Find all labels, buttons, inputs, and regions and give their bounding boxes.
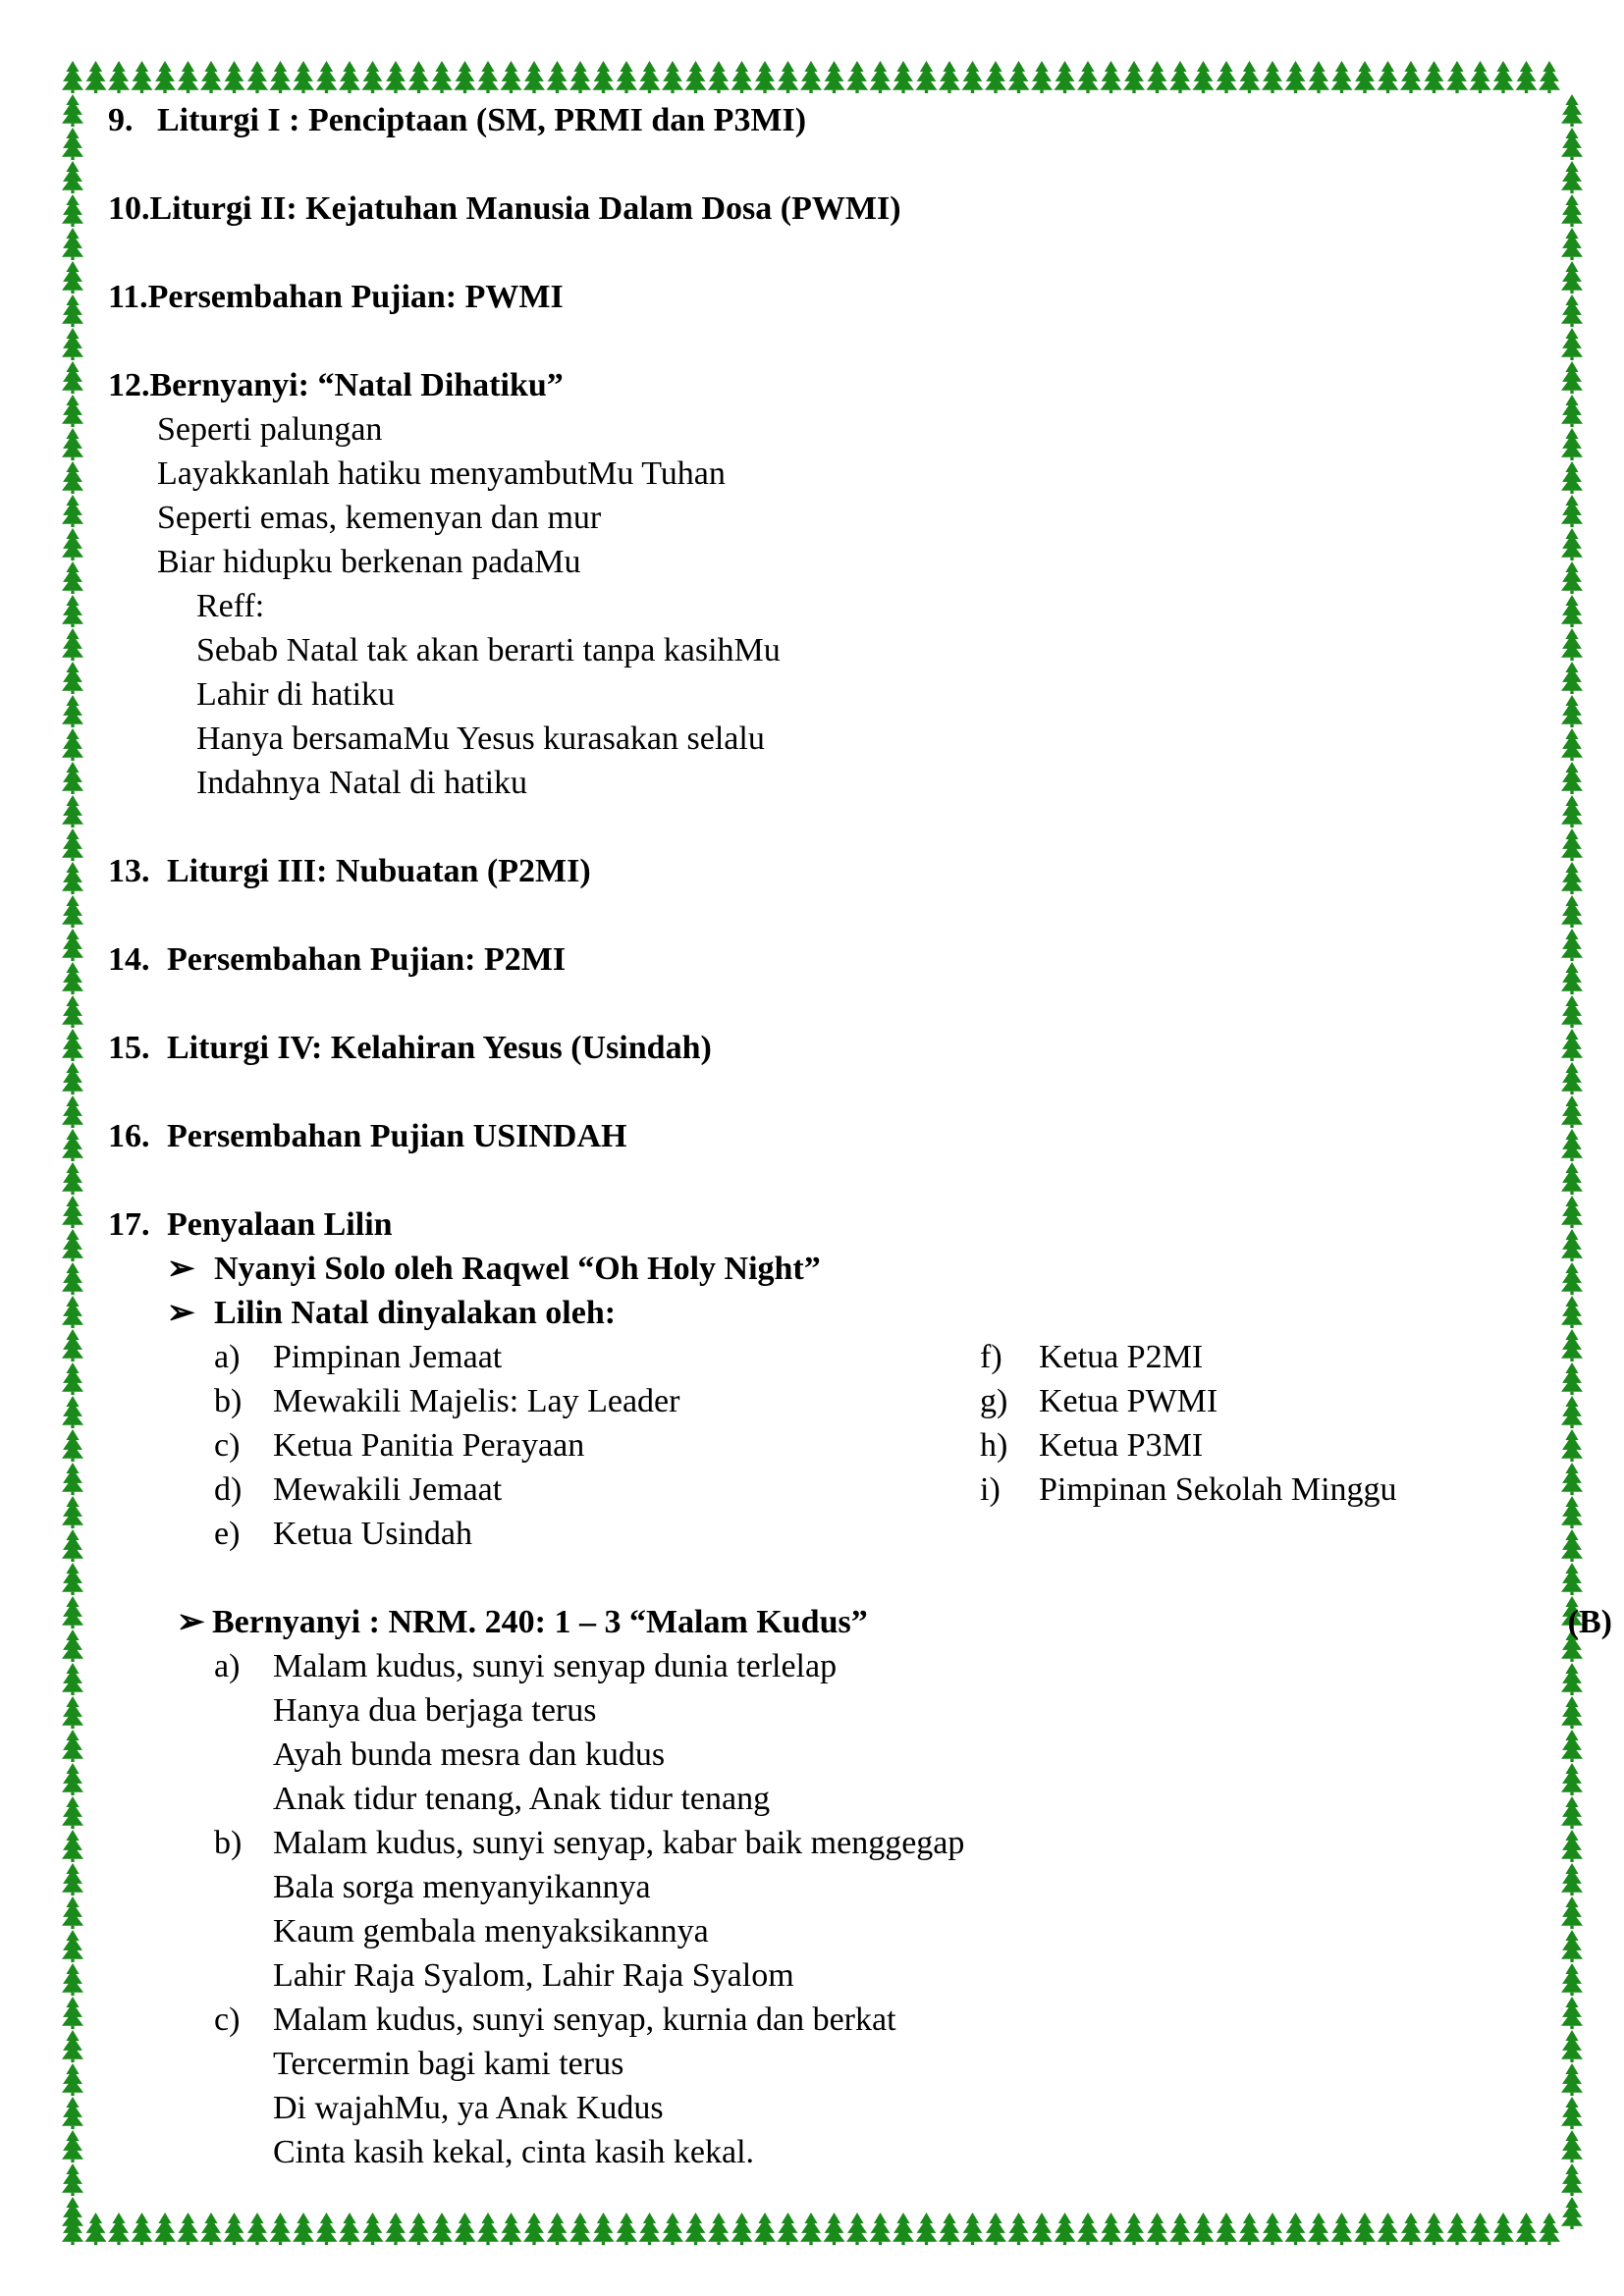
christmas-tree-icon: [1561, 1930, 1583, 1962]
christmas-tree-icon: [62, 1696, 83, 1729]
christmas-tree-icon: [985, 61, 1006, 93]
christmas-tree-icon: [1262, 61, 1283, 93]
christmas-tree-icon: [62, 1596, 83, 1629]
christmas-tree-icon: [62, 228, 83, 260]
christmas-tree-icon: [293, 2213, 314, 2245]
list-item: c) Ketua Panitia Perayaan: [214, 1427, 585, 1464]
christmas-tree-icon: [1239, 61, 1261, 93]
christmas-tree-icon: [62, 1196, 83, 1228]
christmas-tree-icon: [62, 1129, 83, 1161]
christmas-tree-icon: [893, 61, 914, 93]
christmas-tree-icon: [62, 628, 83, 661]
christmas-tree-icon: [593, 2213, 615, 2245]
christmas-tree-icon: [523, 2213, 545, 2245]
arrow-bullet-icon: ➢: [167, 1295, 195, 1331]
list-item: i) Pimpinan Sekolah Minggu: [980, 1471, 1397, 1508]
item-10: 10.Liturgi II: Kejatuhan Manusia Dalam Dosa (PWMI): [108, 190, 901, 227]
christmas-tree-icon: [1561, 1830, 1583, 1862]
christmas-tree-icon: [1561, 1896, 1583, 1929]
christmas-tree-icon: [1561, 1129, 1583, 1161]
list-item: a) Pimpinan Jemaat: [214, 1339, 503, 1375]
christmas-tree-icon: [985, 2213, 1006, 2245]
christmas-tree-icon: [1055, 2213, 1076, 2245]
christmas-tree-icon: [731, 61, 753, 93]
christmas-tree-icon: [62, 895, 83, 928]
item-17: 17. Penyalaan Lilin: [108, 1206, 393, 1243]
christmas-tree-icon: [178, 2213, 199, 2245]
christmas-tree-icon: [293, 61, 314, 93]
christmas-tree-icon: [593, 61, 615, 93]
christmas-tree-icon: [62, 361, 83, 394]
christmas-tree-icon: [62, 561, 83, 594]
christmas-tree-icon: [62, 94, 83, 127]
christmas-tree-icon: [62, 1629, 83, 1662]
christmas-tree-icon: [662, 2213, 683, 2245]
christmas-tree-icon: [1446, 2213, 1468, 2245]
christmas-tree-icon: [1147, 61, 1168, 93]
christmas-tree-icon: [1123, 61, 1145, 93]
list-item: b) Mewakili Majelis: Lay Leader: [214, 1383, 680, 1419]
christmas-tree-icon: [1561, 862, 1583, 894]
christmas-tree-icon: [62, 695, 83, 727]
christmas-tree-icon: [62, 728, 83, 761]
christmas-tree-icon: [1378, 2213, 1399, 2245]
item-15: 15. Liturgi IV: Kelahiran Yesus (Usindah): [108, 1030, 712, 1066]
christmas-tree-icon: [1561, 361, 1583, 394]
song-tag: (B): [1567, 1604, 1612, 1640]
christmas-tree-icon: [778, 2213, 799, 2245]
christmas-tree-icon: [85, 61, 107, 93]
christmas-tree-icon: [1193, 2213, 1215, 2245]
christmas-tree-icon: [1561, 828, 1583, 861]
christmas-tree-icon: [62, 2063, 83, 2096]
christmas-tree-icon: [1400, 61, 1422, 93]
christmas-tree-icon: [1561, 428, 1583, 460]
christmas-tree-icon: [431, 61, 453, 93]
christmas-tree-icon: [1561, 1362, 1583, 1395]
christmas-tree-icon: [62, 962, 83, 994]
song-reff: Reff: Sebab Natal tak akan berarti tanpa kasihMu Lahir di hatiku Hanya bersamaMu Yesus kurasakan selalu Indahnya Natal di hatiku: [196, 588, 781, 801]
christmas-tree-icon: [62, 1663, 83, 1695]
christmas-tree-icon: [1561, 795, 1583, 828]
christmas-tree-icon: [1055, 61, 1076, 93]
christmas-tree-icon: [62, 528, 83, 561]
christmas-tree-icon: [501, 2213, 522, 2245]
christmas-tree-icon: [62, 161, 83, 193]
christmas-tree-icon: [62, 1529, 83, 1562]
christmas-tree-icon: [1561, 1396, 1583, 1428]
christmas-tree-icon: [1561, 228, 1583, 260]
christmas-tree-icon: [1446, 61, 1468, 93]
christmas-tree-icon: [431, 2213, 453, 2245]
verse-c: c) Malam kudus, sunyi senyap, kurnia dan berkat Tercermin bagi kami terus Di wajahMu, ya Anak Kudus Cinta kasih kekal, cinta kasih kekal.: [214, 2002, 896, 2170]
list-item: d) Mewakili Jemaat: [214, 1471, 503, 1508]
christmas-tree-icon: [62, 2097, 83, 2129]
christmas-tree-icon: [246, 2213, 268, 2245]
christmas-tree-icon: [62, 1396, 83, 1428]
verse-b: b) Malam kudus, sunyi senyap, kabar baik menggegap Bala sorga menyanyikannya Kaum gembala menyaksikannya Lahir Raja Syalom, Lahir Raja Syalom: [214, 1825, 965, 1994]
christmas-tree-icon: [455, 2213, 476, 2245]
christmas-tree-icon: [662, 61, 683, 93]
christmas-tree-icon: [477, 61, 499, 93]
christmas-tree-icon: [1561, 762, 1583, 794]
christmas-tree-icon: [1561, 1796, 1583, 1829]
christmas-tree-icon: [62, 1162, 83, 1195]
christmas-tree-icon: [523, 61, 545, 93]
christmas-tree-icon: [200, 61, 222, 93]
christmas-tree-icon: [62, 294, 83, 327]
christmas-tree-icon: [1193, 61, 1215, 93]
christmas-tree-icon: [62, 1963, 83, 1996]
christmas-tree-icon: [1378, 61, 1399, 93]
item-12: 12.Bernyanyi: “Natal Dihatiku”: [108, 367, 564, 403]
christmas-tree-icon: [1561, 1062, 1583, 1095]
christmas-tree-icon: [800, 2213, 822, 2245]
christmas-tree-icon: [62, 1796, 83, 1829]
christmas-tree-icon: [1216, 61, 1237, 93]
christmas-tree-icon: [246, 61, 268, 93]
christmas-tree-icon: [1561, 294, 1583, 327]
christmas-tree-icon: [62, 1429, 83, 1462]
christmas-tree-icon: [385, 61, 406, 93]
christmas-tree-icon: [639, 61, 661, 93]
christmas-tree-icon: [108, 2213, 130, 2245]
christmas-tree-icon: [1101, 2213, 1122, 2245]
christmas-tree-icon: [893, 2213, 914, 2245]
christmas-tree-icon: [62, 395, 83, 427]
christmas-tree-icon: [1216, 2213, 1237, 2245]
christmas-tree-icon: [1561, 1563, 1583, 1595]
christmas-tree-icon: [1561, 1763, 1583, 1795]
arrow-bullet-icon: ➢: [167, 1251, 195, 1287]
christmas-tree-icon: [362, 61, 384, 93]
christmas-tree-icon: [62, 795, 83, 828]
christmas-tree-icon: [1516, 2213, 1538, 2245]
christmas-tree-icon: [1561, 328, 1583, 360]
christmas-tree-icon: [270, 61, 292, 93]
christmas-tree-icon: [778, 61, 799, 93]
christmas-tree-icon: [339, 61, 360, 93]
list-item: g) Ketua PWMI: [980, 1383, 1218, 1419]
christmas-tree-icon: [1470, 61, 1491, 93]
song-nrm-title: ➢ Bernyanyi : NRM. 240: 1 – 3 “Malam Kudus” (B): [108, 1600, 1612, 1644]
christmas-tree-icon: [1561, 595, 1583, 627]
christmas-tree-icon: [62, 1763, 83, 1795]
christmas-tree-icon: [1561, 1296, 1583, 1328]
christmas-tree-icon: [1561, 194, 1583, 227]
list-item: h) Ketua P3MI: [980, 1427, 1204, 1464]
christmas-tree-icon: [62, 194, 83, 227]
christmas-tree-icon: [685, 2213, 707, 2245]
christmas-tree-icon: [1031, 2213, 1053, 2245]
christmas-tree-icon: [1561, 2063, 1583, 2096]
candle-lighters: [108, 1335, 1542, 1556]
christmas-tree-icon: [1561, 1329, 1583, 1362]
christmas-tree-icon: [1561, 1029, 1583, 1061]
christmas-tree-icon: [824, 2213, 845, 2245]
christmas-tree-icon: [1354, 2213, 1376, 2245]
christmas-tree-icon: [62, 1296, 83, 1328]
christmas-tree-icon: [62, 1062, 83, 1095]
christmas-tree-icon: [62, 1329, 83, 1362]
christmas-tree-icon: [1169, 61, 1191, 93]
christmas-tree-icon: [339, 2213, 360, 2245]
christmas-tree-icon: [708, 61, 730, 93]
christmas-tree-icon: [62, 1029, 83, 1061]
christmas-tree-icon: [455, 61, 476, 93]
christmas-tree-icon: [800, 61, 822, 93]
christmas-tree-icon: [1561, 261, 1583, 294]
christmas-tree-icon: [1077, 61, 1099, 93]
christmas-tree-icon: [1561, 1095, 1583, 1128]
christmas-tree-icon: [1561, 628, 1583, 661]
christmas-tree-icon: [962, 2213, 984, 2245]
christmas-tree-icon: [1561, 528, 1583, 561]
christmas-tree-icon: [62, 1730, 83, 1762]
christmas-tree-icon: [62, 995, 83, 1028]
christmas-tree-icon: [154, 61, 176, 93]
christmas-tree-icon: [1561, 2163, 1583, 2196]
christmas-tree-icon: [62, 1262, 83, 1295]
christmas-tree-icon: [616, 2213, 637, 2245]
christmas-tree-icon: [754, 2213, 776, 2245]
christmas-tree-icon: [62, 762, 83, 794]
christmas-tree-icon: [685, 61, 707, 93]
christmas-tree-icon: [1101, 61, 1122, 93]
christmas-tree-icon: [1561, 1997, 1583, 2029]
christmas-tree-icon: [1516, 61, 1538, 93]
item-13: 13. Liturgi III: Nubuatan (P2MI): [108, 853, 591, 889]
christmas-tree-icon: [62, 662, 83, 694]
christmas-tree-icon: [1561, 461, 1583, 494]
christmas-tree-icon: [731, 2213, 753, 2245]
christmas-tree-icon: [62, 461, 83, 494]
christmas-tree-icon: [1561, 1429, 1583, 1462]
christmas-tree-icon: [1561, 1162, 1583, 1195]
christmas-tree-icon: [916, 61, 938, 93]
christmas-tree-icon: [1169, 2213, 1191, 2245]
christmas-tree-icon: [962, 61, 984, 93]
christmas-tree-icon: [870, 61, 892, 93]
christmas-tree-icon: [62, 61, 83, 93]
christmas-tree-icon: [362, 2213, 384, 2245]
christmas-tree-icon: [1123, 2213, 1145, 2245]
christmas-tree-icon: [1331, 2213, 1353, 2245]
christmas-tree-icon: [754, 61, 776, 93]
christmas-tree-icon: [62, 1229, 83, 1261]
christmas-tree-icon: [1561, 94, 1583, 127]
christmas-tree-icon: [1308, 2213, 1329, 2245]
christmas-tree-icon: [1147, 2213, 1168, 2245]
christmas-tree-icon: [62, 1930, 83, 1962]
christmas-tree-icon: [108, 61, 130, 93]
christmas-tree-icon: [85, 2213, 107, 2245]
christmas-tree-icon: [1561, 495, 1583, 527]
christmas-tree-icon: [62, 1563, 83, 1595]
song-nrm-verses: [108, 1644, 1542, 2174]
christmas-tree-icon: [62, 428, 83, 460]
christmas-tree-icon: [62, 2030, 83, 2062]
list-item: f) Ketua P2MI: [980, 1339, 1204, 1375]
christmas-tree-icon: [1561, 561, 1583, 594]
christmas-tree-icon: [1239, 2213, 1261, 2245]
christmas-tree-icon: [916, 2213, 938, 2245]
bullet-candles: ➢ Lilin Natal dinyalakan oleh:: [108, 1291, 1542, 1335]
christmas-tree-icon: [62, 1496, 83, 1528]
christmas-tree-icon: [1561, 695, 1583, 727]
christmas-tree-icon: [1561, 929, 1583, 961]
christmas-tree-icon: [224, 61, 245, 93]
christmas-tree-icon: [1561, 1663, 1583, 1695]
list-item: e) Ketua Usindah: [214, 1516, 473, 1552]
christmas-tree-icon: [1561, 728, 1583, 761]
christmas-tree-icon: [1331, 61, 1353, 93]
christmas-tree-icon: [1492, 2213, 1514, 2245]
christmas-tree-icon: [1285, 2213, 1307, 2245]
christmas-tree-icon: [316, 2213, 338, 2245]
christmas-tree-icon: [1539, 61, 1560, 93]
christmas-tree-icon: [62, 862, 83, 894]
christmas-tree-icon: [62, 595, 83, 627]
christmas-tree-icon: [132, 2213, 153, 2245]
christmas-tree-icon: [1470, 2213, 1491, 2245]
christmas-tree-icon: [616, 61, 637, 93]
item-9: 9. Liturgi I : Penciptaan (SM, PRMI dan P3MI): [108, 102, 807, 138]
christmas-tree-icon: [477, 2213, 499, 2245]
christmas-tree-icon: [1561, 1696, 1583, 1729]
christmas-tree-icon: [1262, 2213, 1283, 2245]
christmas-tree-icon: [1308, 61, 1329, 93]
christmas-tree-icon: [408, 61, 430, 93]
christmas-tree-icon: [846, 2213, 868, 2245]
christmas-tree-icon: [1561, 962, 1583, 994]
christmas-tree-icon: [1400, 2213, 1422, 2245]
item-14: 14. Persembahan Pujian: P2MI: [108, 941, 567, 978]
christmas-tree-icon: [547, 2213, 568, 2245]
christmas-tree-icon: [824, 61, 845, 93]
christmas-tree-icon: [1561, 2097, 1583, 2129]
christmas-tree-icon: [1561, 1863, 1583, 1896]
christmas-tree-icon: [1561, 395, 1583, 427]
christmas-tree-icon: [62, 1095, 83, 1128]
christmas-tree-icon: [1561, 995, 1583, 1028]
christmas-tree-icon: [846, 61, 868, 93]
christmas-tree-icon: [62, 1863, 83, 1896]
christmas-tree-icon: [639, 2213, 661, 2245]
christmas-tree-icon: [1561, 1730, 1583, 1762]
christmas-tree-icon: [1561, 2030, 1583, 2062]
christmas-tree-icon: [62, 1463, 83, 1495]
christmas-tree-icon: [316, 61, 338, 93]
christmas-tree-icon: [1077, 2213, 1099, 2245]
christmas-tree-icon: [1285, 61, 1307, 93]
christmas-tree-icon: [62, 261, 83, 294]
christmas-tree-icon: [62, 2130, 83, 2163]
christmas-tree-icon: [1561, 1229, 1583, 1261]
item-11: 11.Persembahan Pujian: PWMI: [108, 279, 564, 315]
christmas-tree-icon: [708, 2213, 730, 2245]
christmas-tree-icon: [939, 2213, 960, 2245]
christmas-tree-icon: [62, 828, 83, 861]
christmas-tree-icon: [1008, 61, 1030, 93]
christmas-tree-icon: [1031, 61, 1053, 93]
verse-a: a) Malam kudus, sunyi senyap dunia terlelap Hanya dua berjaga terus Ayah bunda mesra dan kudus Anak tidur tenang, Anak tidur tenang: [214, 1648, 838, 1817]
christmas-tree-icon: [1561, 662, 1583, 694]
christmas-tree-icon: [1561, 1196, 1583, 1228]
christmas-tree-icon: [1008, 2213, 1030, 2245]
christmas-tree-icon: [1561, 1963, 1583, 1996]
christmas-tree-icon: [547, 61, 568, 93]
program-content: [108, 98, 1612, 2174]
christmas-tree-icon: [224, 2213, 245, 2245]
christmas-tree-icon: [385, 2213, 406, 2245]
christmas-tree-icon: [62, 1997, 83, 2029]
christmas-tree-icon: [1561, 1262, 1583, 1295]
christmas-tree-icon: [132, 61, 153, 93]
christmas-tree-icon: [62, 1896, 83, 1929]
christmas-tree-icon: [569, 2213, 591, 2245]
christmas-tree-icon: [1424, 2213, 1445, 2245]
christmas-tree-icon: [62, 2197, 83, 2229]
christmas-tree-icon: [569, 61, 591, 93]
christmas-tree-icon: [1539, 2213, 1560, 2245]
christmas-tree-icon: [1561, 128, 1583, 160]
christmas-tree-icon: [154, 2213, 176, 2245]
christmas-tree-icon: [62, 1362, 83, 1395]
arrow-bullet-icon: ➢: [177, 1604, 205, 1640]
christmas-tree-icon: [1424, 61, 1445, 93]
christmas-tree-icon: [62, 929, 83, 961]
christmas-tree-icon: [408, 2213, 430, 2245]
christmas-tree-icon: [62, 128, 83, 160]
christmas-tree-icon: [1561, 2197, 1583, 2229]
christmas-tree-icon: [1561, 1463, 1583, 1495]
christmas-tree-icon: [939, 61, 960, 93]
item-16: 16. Persembahan Pujian USINDAH: [108, 1118, 627, 1154]
christmas-tree-icon: [501, 61, 522, 93]
christmas-tree-icon: [1561, 2130, 1583, 2163]
christmas-tree-icon: [62, 495, 83, 527]
bullet-solo: ➢ Nyanyi Solo oleh Raqwel “Oh Holy Night”: [108, 1247, 1542, 1291]
christmas-tree-icon: [1561, 1496, 1583, 1528]
song-verse: Seperti palungan Layakkanlah hatiku menyambutMu Tuhan Seperti emas, kemenyan dan mur Biar hidupku berkenan padaMu: [157, 411, 726, 580]
christmas-tree-icon: [870, 2213, 892, 2245]
christmas-tree-icon: [1354, 61, 1376, 93]
christmas-tree-icon: [200, 2213, 222, 2245]
christmas-tree-icon: [62, 328, 83, 360]
christmas-tree-icon: [1561, 161, 1583, 193]
christmas-tree-icon: [1561, 1529, 1583, 1562]
christmas-tree-icon: [1492, 61, 1514, 93]
christmas-tree-icon: [62, 2163, 83, 2196]
christmas-tree-icon: [270, 2213, 292, 2245]
christmas-tree-icon: [1561, 895, 1583, 928]
christmas-tree-icon: [62, 1830, 83, 1862]
christmas-tree-icon: [178, 61, 199, 93]
